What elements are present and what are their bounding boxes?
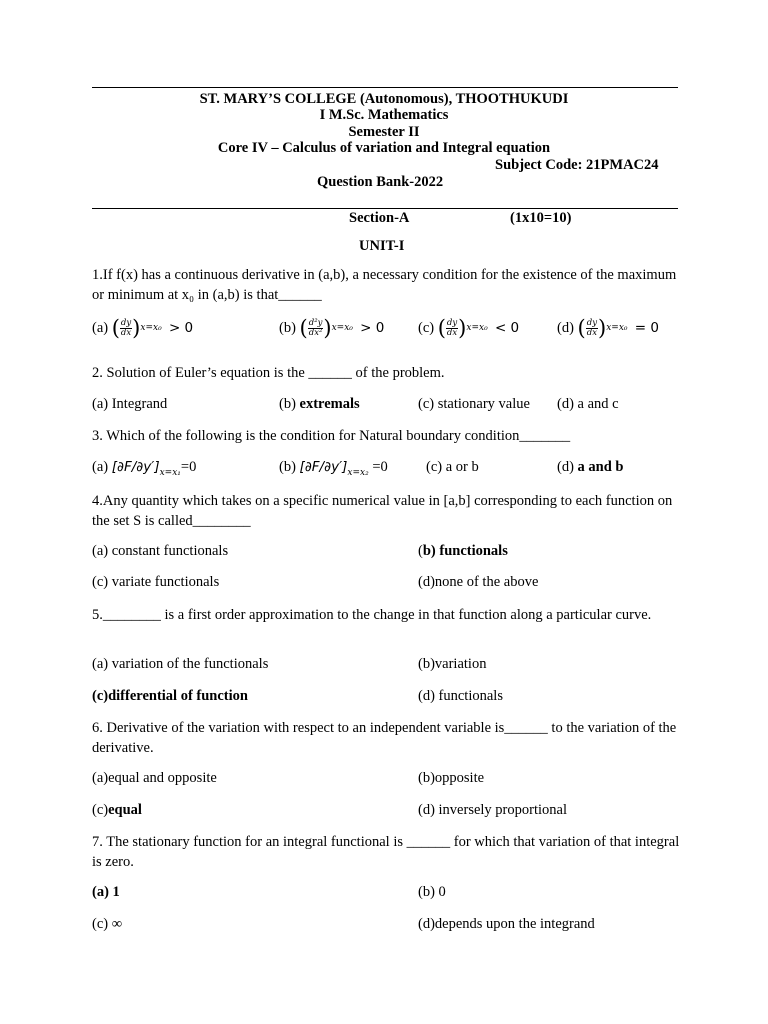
top-rule xyxy=(92,87,678,88)
option-label: (a) xyxy=(92,459,109,475)
question-1-option-d: (d) ( $\frac{dy}{dx}$ ) x=x₀ = 0 xyxy=(557,316,659,340)
fraction-numerator: dy xyxy=(120,317,132,328)
fraction-denominator: dx² xyxy=(308,327,323,338)
question-4-text: 4.Any quantity which takes on a specific numerical value in [a,b] corresponding to each function on the set S is called________ xyxy=(92,493,673,529)
question-5-text: 5.________ is a first order approximation to the change in that function along a particular curve. xyxy=(92,607,652,623)
fraction-numerator: dy xyxy=(446,317,458,328)
subscript: x=x₀ xyxy=(466,323,488,333)
question-1-text: 1.If f(x) has a continuous derivative in (a,b), a necessary condition for the existence of the maximum or minimum at x₀ in (a,b) is that______ xyxy=(92,267,677,303)
fraction-numerator: d²y xyxy=(308,317,323,328)
subscript: x=x₀ xyxy=(606,323,628,333)
option-label: (d) xyxy=(557,459,574,475)
question-7-option-d: (d)depends upon the integrand xyxy=(418,916,595,932)
subscript: x=x₀ xyxy=(140,323,162,333)
fraction-denominator: dx xyxy=(120,327,132,338)
question-1-option-c: (c) ( $\frac{dy}{dx}$ ) x=x₀ < 0 xyxy=(418,316,520,340)
option-answer: a and b xyxy=(577,459,624,475)
question-6-option-b: (b)opposite xyxy=(418,770,485,786)
question-bank-title: Question Bank-2022 xyxy=(317,174,444,190)
subscript: x=x₀ xyxy=(331,323,353,333)
relation: = 0 xyxy=(634,320,659,336)
question-5-option-b: (b)variation xyxy=(418,656,487,672)
question-3-option-b xyxy=(279,459,388,478)
relation: =0 xyxy=(180,459,197,475)
question-4-option-a: (a) constant functionals xyxy=(92,543,229,559)
question-3-option-d xyxy=(557,459,624,476)
option-label: (b) xyxy=(279,396,296,412)
option-label: (c) xyxy=(418,319,435,336)
option-label: (a) xyxy=(92,319,109,336)
option-label: (c) xyxy=(92,802,109,818)
question-4-option-b xyxy=(418,543,508,560)
question-7-option-b: (b) 0 xyxy=(418,884,446,900)
option-answer: b) functionals xyxy=(422,543,508,559)
question-4-option-d: (d)none of the above xyxy=(418,574,539,590)
question-6-option-c xyxy=(92,802,142,819)
section-title: Section-A xyxy=(349,210,410,226)
question-3-option-c: (c) a or b xyxy=(426,459,479,475)
question-2-option-b xyxy=(279,396,360,413)
semester: Semester II xyxy=(348,124,420,140)
fraction-numerator: dy xyxy=(586,317,597,328)
option-answer: extremals xyxy=(299,396,360,412)
question-5-option-d: (d) functionals xyxy=(418,688,503,704)
option-paren: ( xyxy=(418,543,423,559)
question-2-text: 2. Solution of Euler’s equation is the ______ of the problem. xyxy=(92,365,445,381)
math-expression: [∂F/∂y′] xyxy=(111,459,160,475)
question-7-option-c: (c) ∞ xyxy=(92,916,123,932)
option-answer: equal xyxy=(108,802,142,818)
question-2-option-c: (c) stationary value xyxy=(418,396,530,412)
question-3-text: 3. Which of the following is the condition for Natural boundary condition_______ xyxy=(92,428,571,444)
question-7-option-a: (a) 1 xyxy=(92,884,120,900)
question-6-option-d: (d) inversely proportional xyxy=(418,802,567,818)
relation: =0 xyxy=(368,459,388,475)
subject-code: Subject Code: 21PMAC24 xyxy=(495,157,659,173)
relation: < 0 xyxy=(494,320,520,336)
subscript: x=x₁ xyxy=(159,468,181,478)
question-3-option-a xyxy=(92,459,196,478)
question-2-option-a: (a) Integrand xyxy=(92,396,168,412)
question-2-option-d: (d) a and c xyxy=(557,396,619,412)
math-expression: [∂F/∂y′] xyxy=(299,459,348,475)
relation: > 0 xyxy=(168,320,194,336)
section-marks: (1x10=10) xyxy=(510,210,572,226)
program-name: I M.Sc. Mathematics xyxy=(319,107,449,123)
fraction-denominator: dx xyxy=(446,327,458,338)
option-label: (b) xyxy=(279,459,296,475)
option-label: (b) xyxy=(279,319,296,336)
option-label: (d) xyxy=(557,319,574,336)
college-name: ST. MARY’S COLLEGE (Autonomous), THOOTHUKUDI xyxy=(199,91,569,107)
course-title: Core IV – Calculus of variation and Integral equation xyxy=(217,140,551,156)
question-1-option-b: (b) ( $\frac{\text{d²y}}{\text{dx²}}$ ) x=x₀ > 0 xyxy=(279,316,385,340)
subscript: x=x₂ xyxy=(347,468,369,478)
question-5-option-a: (a) variation of the functionals xyxy=(92,656,269,672)
header-bottom-rule xyxy=(92,208,678,209)
fraction-denominator: dx xyxy=(586,327,597,338)
question-6-text: 6. Derivative of the variation with respect to an independent variable is______ to the variation of the derivative. xyxy=(92,720,677,756)
question-7-text: 7. The stationary function for an integral functional is ______ for which that variation of that integral is zero. xyxy=(92,834,680,870)
unit-title: UNIT-I xyxy=(359,238,405,254)
question-4-option-c: (c) variate functionals xyxy=(92,574,220,590)
question-6-option-a: (a)equal and opposite xyxy=(92,770,217,786)
question-1-option-a: (a) ( $\frac{dy}{dx}$ ) x=x₀ > 0 xyxy=(92,316,194,340)
question-5-option-c: (c)differential of function xyxy=(92,688,248,704)
relation: > 0 xyxy=(360,320,385,336)
